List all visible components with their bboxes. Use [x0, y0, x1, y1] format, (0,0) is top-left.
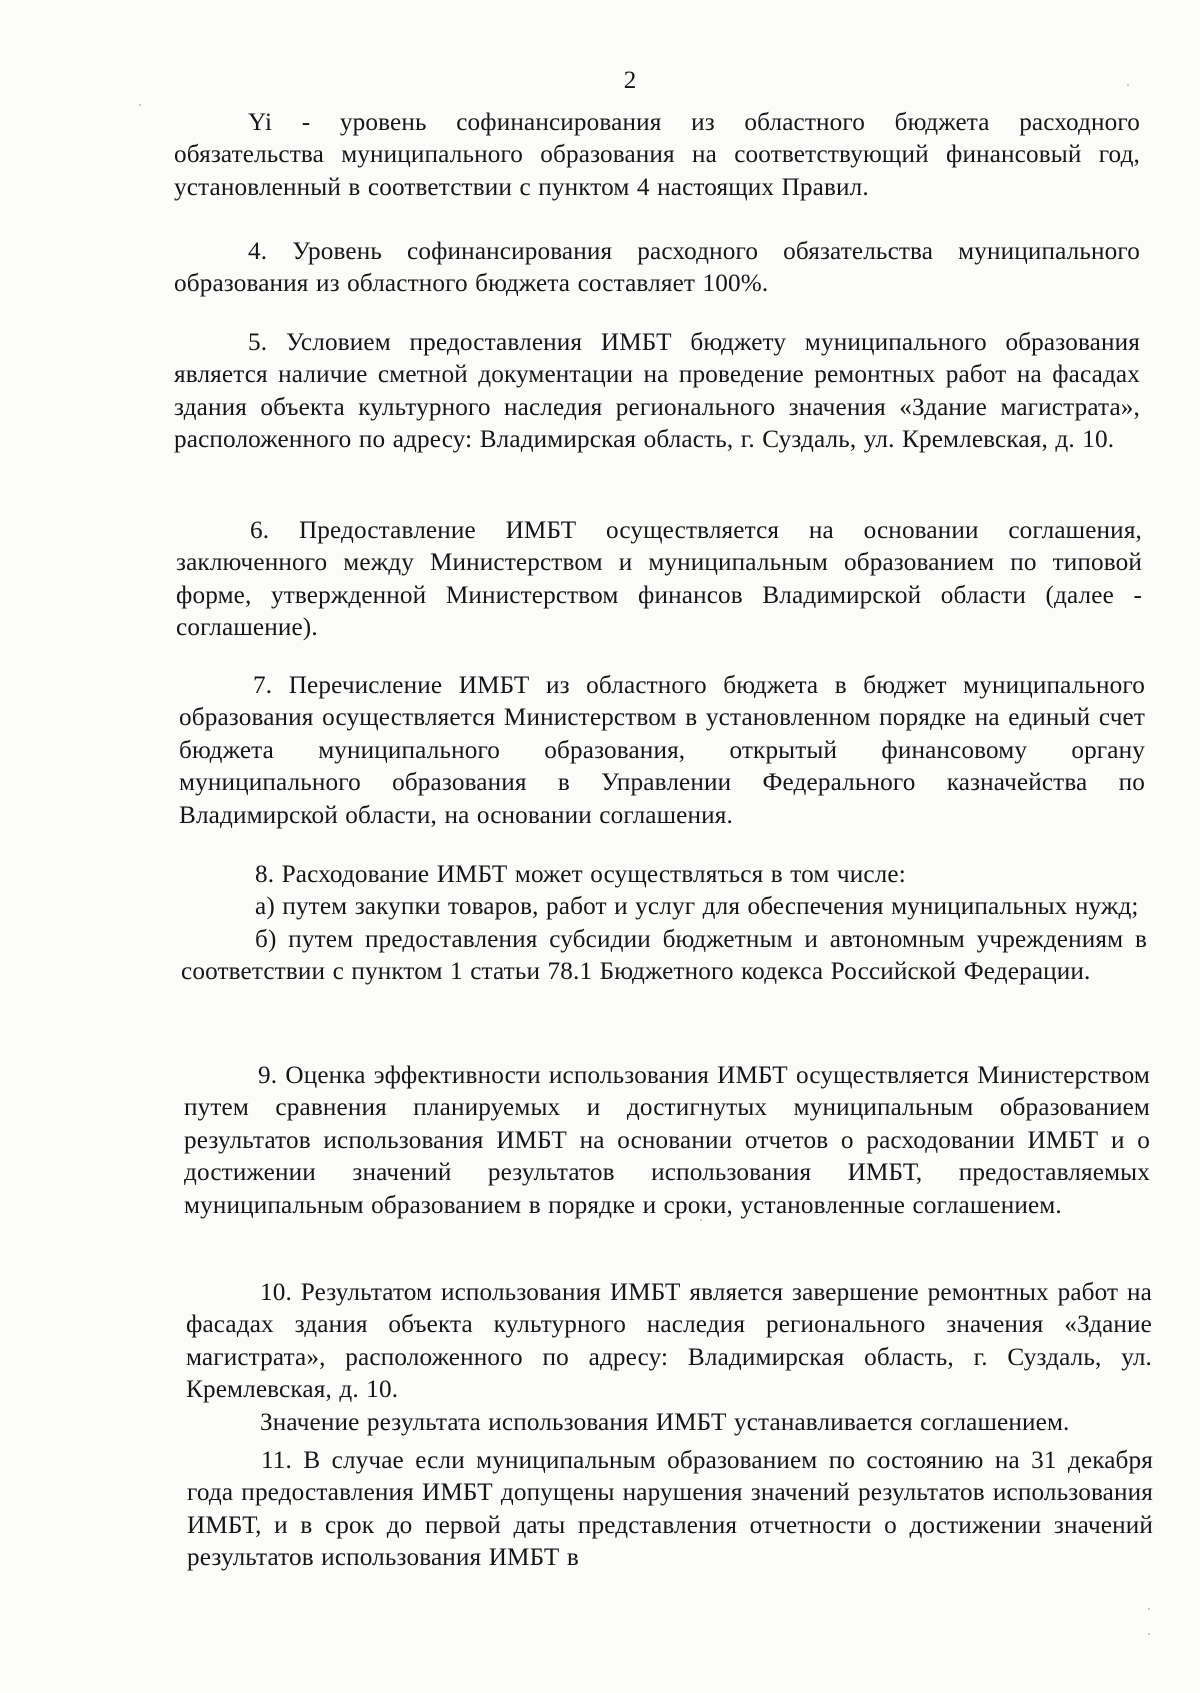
paragraph-6	[176, 515, 1142, 645]
paragraph-5	[174, 327, 1140, 457]
scan-speck	[1148, 1608, 1150, 1610]
paragraph-11	[187, 1445, 1153, 1575]
scan-speck	[139, 104, 141, 106]
paragraph-8a: а) путем закупки товаров, работ и услуг для обеспечения муниципальных нужд;	[255, 893, 1139, 921]
paragraph-7	[179, 670, 1145, 832]
paragraph-text: 9. Оценка эффективности использования ИМБТ осуществляется Министерством путем сравнения планируемых и достигнутых муниципальным образованием результатов использования ИМБТ на основании отчетов о расходовании ИМБТ и о достижении значений результатов использования ИМБТ, предоставляемых муниципальным образованием в порядке и сроки, установленные соглашением.	[184, 1062, 1150, 1219]
paragraph-text: 6. Предоставление ИМБТ осуществляется на основании соглашения, заключенного между Министерством и муниципальным образованием по типовой форме, утвержденной Министерством финансов Владимирской области (далее - соглашение).	[176, 517, 1142, 642]
paragraph-9	[184, 1060, 1150, 1222]
paragraph-yi-definition	[174, 107, 1140, 204]
paragraph-text: 4. Уровень софинансирования расходного обязательства муниципального образования из областного бюджета составляет 100%.	[174, 238, 1140, 298]
paragraph-text: Yi - уровень софинансирования из областного бюджета расходного обязательства муниципального образования на соответствующий финансовый год, установленный в соответствии с пунктом 4 настоящих Правил.	[174, 109, 1140, 201]
paragraph-text: 5. Условием предоставления ИМБТ бюджету муниципального образования является наличие сметной документации на проведение ремонтных работ на фасадах здания объекта культурного наследия регионального значения «Здание магистрата», расположенного по адресу: Владимирская область, г. Суздаль, ул. Кремлевская, д. 10.	[174, 329, 1140, 454]
paragraph-8	[181, 859, 1147, 989]
scan-speck	[1148, 1633, 1150, 1635]
paragraph-text: 7. Перечисление ИМБТ из областного бюджета в бюджет муниципального образования осуществляется Министерством в установленном порядке на единый счет бюджета муниципального образования, открытый финансовому органу муниципального образования в Управлении Федерального казначейства по Владимирской области, на основании соглашения.	[179, 672, 1145, 829]
paragraph-text: 11. В случае если муниципальным образованием по состоянию на 31 декабря года предоставления ИМБТ допущены нарушения значений результатов использования ИМБТ, и в срок до первой даты представления отчетности о достижении значений результатов использования ИМБТ в	[187, 1447, 1153, 1572]
page-number: 2	[623, 67, 637, 94]
scan-speck	[1127, 84, 1129, 86]
paragraph-text: 10. Результатом использования ИМБТ является завершение ремонтных работ на фасадах здания объекта культурного наследия регионального значения «Здание магистрата», расположенного по адресу: Владимирская область, г. Суздаль, ул. Кремлевская, д. 10.	[186, 1279, 1152, 1404]
paragraph-10-value: Значение результата использования ИМБТ устанавливается соглашением.	[260, 1408, 1070, 1436]
paragraph-10	[186, 1277, 1152, 1439]
scan-speck	[700, 1219, 702, 1221]
paragraph-4	[174, 236, 1140, 301]
paragraph-8b: б) путем предоставления субсидии бюджетным и автономным учреждениям в соответствии с пунктом 1 статьи 78.1 Бюджетного кодекса Российской Федерации.	[181, 925, 1147, 986]
paragraph-text: 8. Расходование ИМБТ может осуществляться в том числе:	[255, 861, 906, 888]
